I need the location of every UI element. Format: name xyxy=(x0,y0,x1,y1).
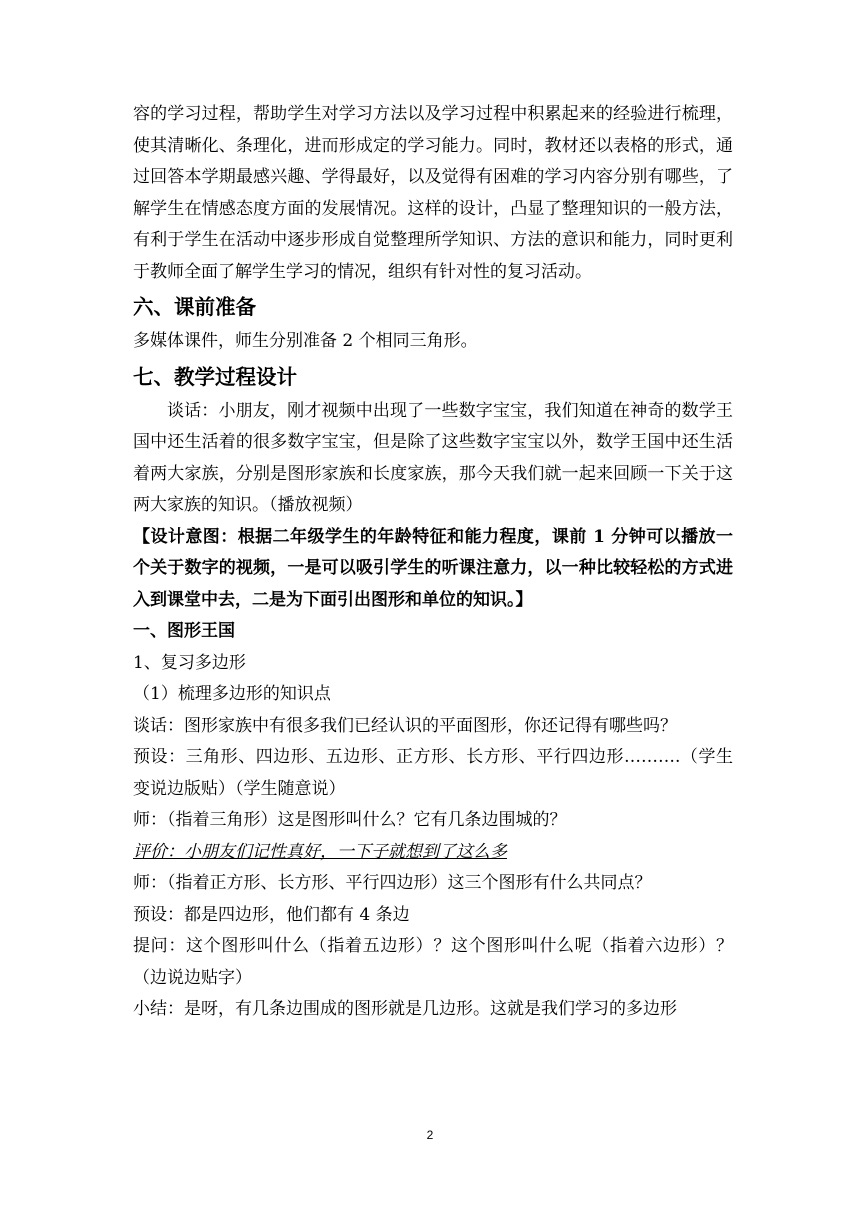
preset2-line: 预设：都是四边形，他们都有 4 条边 xyxy=(133,904,410,925)
intro-paragraph: 容的学习过程，帮助学生对学习方法以及学习过程中积累起来的经验进行梳理，使其清晰化、条理化，进而形成定的学习能力。同时，教材还以表格的形式，通过回答本学期最感兴趣、学得最好，以及觉得有困难的学习内容分别有哪些，了解学生在情感态度方面的发展情况。这样的设计，凸显了整理知识的一般方法，有利于学生在活动中逐步形成自觉整理所学知识、方法的意识和能力，同时更利于教师全面了解学生学习的情况，组织有针对性的复习活动。 xyxy=(133,104,733,282)
subheading-shape-kingdom: 一、图形王国 xyxy=(133,621,235,641)
preset1-paragraph: 预设：三角形、四边形、五边形、正方形、长方形、平行四边形……….（学生变说边版贴）（学生随意说） xyxy=(133,747,733,799)
question-paragraph: 提问：这个图形叫什么（指着五边形）？这个图形叫什么呢（指着六边形）？（边说边贴字） xyxy=(133,936,733,988)
prep-paragraph: 多媒体课件，师生分别准备 2 个相同三角形。 xyxy=(133,331,478,351)
talk2-line: 谈话：图形家族中有很多我们已经认识的平面图形，你还记得有哪些吗？ xyxy=(133,715,677,736)
evaluation-line: 评价：小朋友们记性真好，一下子就想到了这么多 xyxy=(133,841,507,862)
teacher1-line: 师：（指着三角形）这是图形叫什么？它有几条边围城的？ xyxy=(133,810,567,830)
summary-line: 小结：是呀，有几条边围成的图形就是几边形。这就是我们学习的多边形 xyxy=(133,999,677,1019)
section-heading-prep: 六、课前准备 xyxy=(133,295,256,319)
section-heading-process: 七、教学过程设计 xyxy=(133,364,297,389)
teacher2-line: 师：（指着正方形、长方形、平行四边形）这三个图形有什么共同点？ xyxy=(133,873,652,893)
page-number: 2 xyxy=(426,1128,434,1142)
sort-knowledge-line: （1）梳理多边形的知识点 xyxy=(133,684,331,704)
review-polygon-line: 1、复习多边形 xyxy=(133,652,246,673)
page-content xyxy=(133,99,733,1026)
design-intent-paragraph: 【设计意图：根据二年级学生的年龄特征和能力程度，课前 1 分钟可以播放一个关于数字的视频，一是可以吸引学生的听课注意力，以一种比较轻松的方式进入到课堂中去，二是为下面引出图形和单位的知识。】 xyxy=(133,526,733,610)
talk-paragraph: 谈话：小朋友，刚才视频中出现了一些数字宝宝，我们知道在神奇的数学王国中还生活着的很多数字宝宝，但是除了这些数字宝宝以外，数学王国中还生活着两大家族，分别是图形家族和长度家族，那今天我们就一起来回顾一下关于这两大家族的知识。（播放视频） xyxy=(133,400,733,515)
